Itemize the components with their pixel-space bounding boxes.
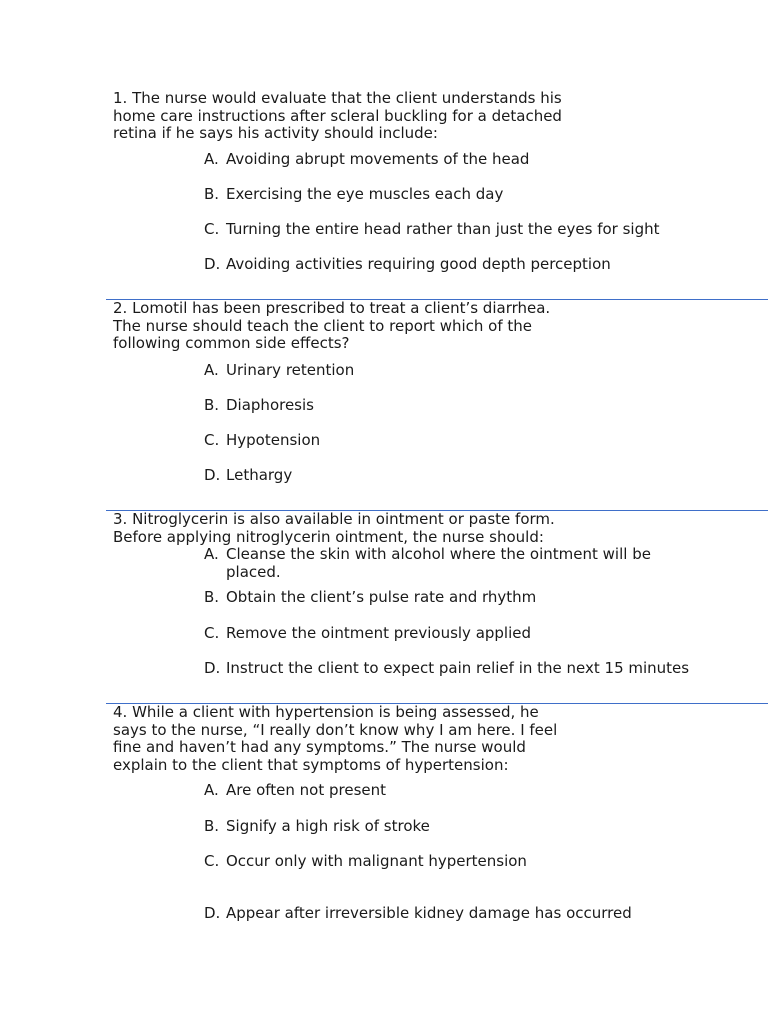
option-text: Are often not present [226, 781, 387, 799]
question-2-option-b [204, 397, 314, 415]
question-1-option-a [204, 151, 529, 169]
option-letter: B. [204, 185, 220, 203]
question-3-option-c [204, 625, 531, 643]
question-2-option-a [204, 362, 354, 380]
question-4-stem: 4. While a client with hypertension is being assessed, he says to the nurse, “I really don’t know why I am here. I feel fine and haven’t had any symptoms.” The nurse would explain to the client that symptoms of hypertension: [113, 703, 558, 774]
option-text: Signify a high risk of stroke [226, 817, 430, 835]
option-text: Avoiding abrupt movements of the head [226, 150, 530, 168]
option-letter: C. [204, 431, 220, 449]
option-text: Hypotension [226, 431, 321, 449]
option-letter: D. [204, 466, 221, 484]
option-letter: D. [204, 659, 221, 677]
question-2-option-d [204, 467, 292, 485]
option-letter: C. [204, 852, 220, 870]
option-letter: A. [204, 361, 219, 379]
option-text: Lethargy [226, 466, 293, 484]
question-3-stem: 3. Nitroglycerin is also available in ointment or paste form. Before applying nitroglycerin ointment, the nurse should: [113, 510, 555, 546]
option-letter: A. [204, 150, 219, 168]
option-letter: D. [204, 904, 221, 922]
option-letter: B. [204, 588, 220, 606]
option-text: Appear after irreversible kidney damage has occurred [226, 904, 632, 922]
question-4-option-c [204, 853, 527, 871]
question-1-option-d [204, 256, 611, 274]
option-letter: B. [204, 817, 220, 835]
question-1-stem: 1. The nurse would evaluate that the client understands his home care instructions after scleral buckling for a detached retina if he says his activity should include: [113, 89, 562, 142]
question-3-option-b [204, 589, 536, 607]
question-1-option-c [204, 221, 659, 239]
question-1-option-b [204, 186, 503, 204]
option-text: Avoiding activities requiring good depth perception [226, 255, 611, 273]
question-4-option-b [204, 818, 430, 836]
option-letter: B. [204, 396, 220, 414]
question-4-option-d [204, 905, 632, 923]
question-2-option-c [204, 432, 320, 450]
option-text: Remove the ointment previously applied [226, 624, 532, 642]
option-text: Turning the entire head rather than just the eyes for sight [226, 220, 660, 238]
option-letter: D. [204, 255, 221, 273]
option-letter: A. [204, 545, 219, 563]
question-4-option-a [204, 782, 386, 800]
option-text: Occur only with malignant hypertension [226, 852, 527, 870]
option-text: Exercising the eye muscles each day [226, 185, 504, 203]
question-2-stem: 2. Lomotil has been prescribed to treat a client’s diarrhea. The nurse should teach the client to report which of the following common side effects? [113, 299, 551, 352]
question-3-option-a [204, 546, 651, 581]
option-text: Obtain the client’s pulse rate and rhythm [226, 588, 537, 606]
option-text: Urinary retention [226, 361, 355, 379]
option-letter: C. [204, 220, 220, 238]
option-text: Instruct the client to expect pain relief in the next 15 minutes [226, 659, 690, 677]
option-text: Cleanse the skin with alcohol where the ointment will be placed. [226, 545, 651, 581]
option-letter: A. [204, 781, 219, 799]
option-text: Diaphoresis [226, 396, 314, 414]
option-letter: C. [204, 624, 220, 642]
question-3-option-d [204, 660, 689, 678]
